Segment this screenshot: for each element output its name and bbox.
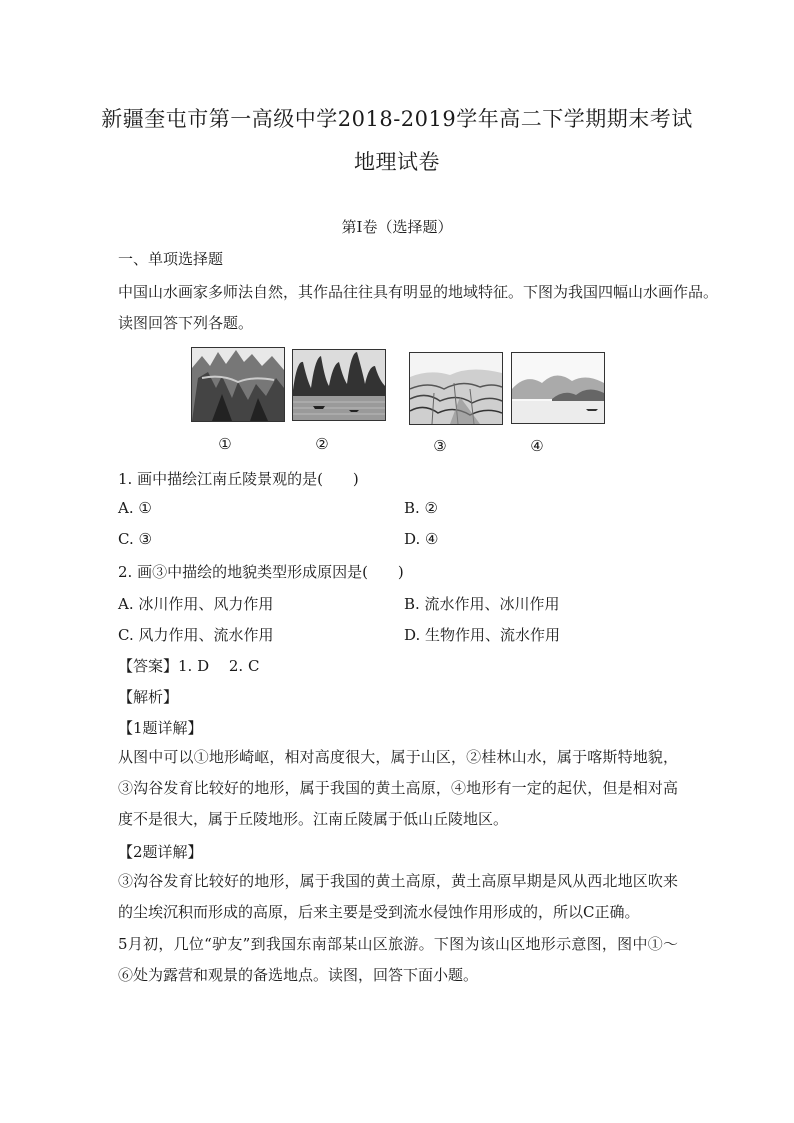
figure-label-1: ①: [218, 435, 232, 453]
detail-2-heading: 【2题详解】: [118, 843, 203, 861]
next-question-intro: 5月初，几位“驴友”到我国东南部某山区旅游。下图为该山区地形示意图，图中①～⑥处为露营和观景的备选地点。读图，回答下面小题。: [118, 935, 678, 984]
question-2-option-c: C. 风力作用、流水作用: [118, 626, 274, 644]
question-2-stem: 2. 画③中描绘的地貌类型形成原因是( ): [118, 563, 404, 581]
painting-1-image: [191, 347, 285, 422]
painting-3-image: [409, 352, 503, 425]
part-heading: 一、单项选择题: [118, 250, 224, 268]
figure-label-3: ③: [433, 437, 447, 455]
question-2-option-d: D. 生物作用、流水作用: [404, 626, 561, 644]
detail-1-heading: 【1题详解】: [118, 719, 203, 737]
document-title: 新疆奎屯市第一高级中学2018-2019学年高二下学期期末考试: [101, 107, 693, 131]
detail-1-body: 从图中可以①地形崎岖，相对高度很大，属于山区，②桂林山水，属于喀斯特地貌，③沟谷发育比较好的地形，属于我国的黄土高原，④地形有一定的起伏，但是相对高度不是很大，属于丘陵地形。江南丘陵属于低山丘陵地区。: [118, 748, 678, 828]
detail-2-body: ③沟谷发育比较好的地形，属于我国的黄土高原，黄土高原早期是风从西北地区吹来的尘埃沉积而形成的高原，后来主要是受到流水侵蚀作用形成的，所以C正确。: [118, 872, 678, 921]
section-heading: 第I卷（选择题）: [341, 218, 453, 236]
analysis-heading: 【解析】: [118, 688, 179, 706]
answer-line: 【答案】1. D 2. C: [118, 657, 260, 675]
question-1-option-d: D. ④: [404, 530, 439, 548]
question-2-option-a: A. 冰川作用、风力作用: [118, 595, 274, 613]
figure-label-2: ②: [315, 435, 329, 453]
question-1-option-a: A. ①: [118, 499, 152, 517]
question-1-option-b: B. ②: [404, 499, 439, 517]
figure-label-4: ④: [530, 437, 544, 455]
question-2-option-b: B. 流水作用、冰川作用: [404, 595, 560, 613]
painting-4-image: [511, 352, 605, 424]
document-subtitle: 地理试卷: [354, 150, 440, 174]
intro-line-2: 读图回答下列各题。: [118, 314, 254, 332]
painting-2-image: [292, 349, 386, 421]
question-1-option-c: C. ③: [118, 530, 152, 548]
question-1-stem: 1. 画中描绘江南丘陵景观的是( ): [118, 470, 359, 488]
intro-line-1: 中国山水画家多师法自然，其作品往往具有明显的地域特征。下图为我国四幅山水画作品。: [118, 283, 719, 301]
